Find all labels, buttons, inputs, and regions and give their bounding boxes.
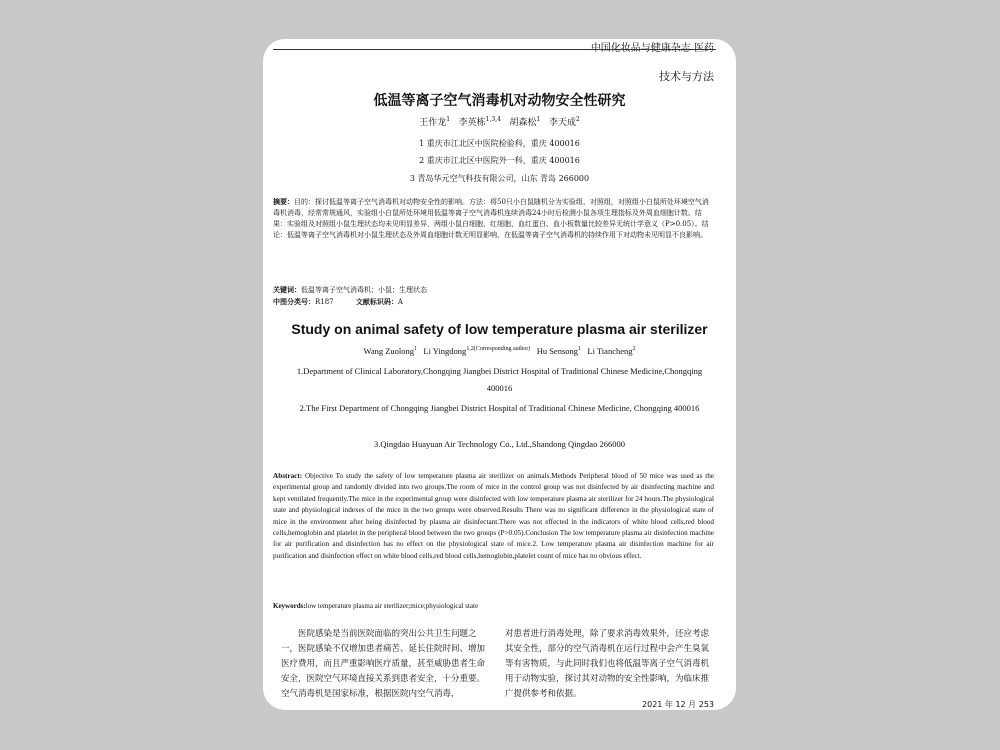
chinese-abstract bbox=[273, 196, 714, 282]
section-label: 技术与方法 bbox=[659, 70, 714, 83]
classification-line bbox=[273, 296, 714, 308]
author-en-sup: 1 bbox=[414, 346, 418, 353]
author-cn: 王作龙 bbox=[419, 118, 447, 128]
english-title: Study on animal safety of low temperature plasma air sterilizer bbox=[291, 321, 708, 337]
author-cn-sup: 2 bbox=[575, 116, 580, 123]
doc-code-value: A bbox=[397, 298, 403, 306]
author-en: Li Tiancheng bbox=[587, 346, 633, 356]
author-en-sup: 1 bbox=[578, 346, 582, 353]
author-en: Wang Zuolong bbox=[363, 346, 415, 356]
author-cn-sup: 1 bbox=[446, 116, 451, 123]
keywords-text-cn: 低温等离子空气消毒机；小鼠；生理状态 bbox=[301, 286, 427, 294]
clc-value: R187 bbox=[315, 298, 334, 306]
chinese-affiliation-2: 2 重庆市江北区中医院外一科，重庆 400016 bbox=[419, 156, 580, 165]
chinese-keywords bbox=[273, 284, 714, 296]
clc-label: 中图分类号： bbox=[273, 297, 315, 306]
chinese-authors bbox=[263, 115, 736, 128]
author-en-sup: 2 bbox=[632, 346, 636, 353]
english-abstract bbox=[273, 471, 714, 562]
author-cn: 李天成 bbox=[548, 118, 576, 128]
author-cn-sup: 1 bbox=[536, 116, 541, 123]
author-en-sup: 1,2(Corresponding author) bbox=[466, 346, 531, 353]
english-affiliation-2: 2.The First Department of Chongqing Jiangbei District Hospital of Traditional Chinese Medicine, Chongqing 400016 bbox=[299, 403, 700, 413]
keywords-label-en: Keywords: bbox=[273, 602, 306, 610]
author-cn: 李英栋 bbox=[458, 118, 486, 128]
chinese-title: 低温等离子空气消毒机对动物安全性研究 bbox=[373, 93, 626, 109]
abstract-label-cn: 摘要： bbox=[273, 197, 294, 206]
abstract-text-en: Objective To study the safety of low temperature plasma air sterilizer on animals.Methods Peripheral blood of 50 mice was used as the experimental group and randomly divided into two groups.The room of mice in the control group was not disinfected by air disinfecting machine and kept ventilated frequently.The mice in the experimental group were disinfected with low temperature plasma air sterilizer for 24 hours.The physiological state and physiological indexes of the mice in the two groups were observed.Results There was no significant difference in the physiological state of mice in the environment after being disinfected by plasma air disinfectant.There was not effected in the indicators of white blood cells,red blood cells,hemoglobin and platelet in the peripheral blood between the two groups (P>0.05).Conclusion The low temperature plasma air disinfection machine for air purification and disinfection has no effect on the physiological state of mice.2. Low temperature plasma air disinfection machine for air purification and disinfection effect on white blood cells,red blood cells,hemoglobin,platelet count of mice has no obvious effect. bbox=[273, 472, 714, 560]
body-column-left: 医院感染是当前医院面临的突出公共卫生问题之一，医院感染不仅增加患者痛苦、延长住院时间、增加医疗费用，而且严重影响医疗质量，甚至威胁患者生命安全，医院空气环境直接关系到患者安全，十分重要。空气消毒机是国家标准，根据医院内空气消毒， bbox=[281, 629, 486, 699]
header-rule bbox=[273, 49, 716, 50]
chinese-affiliation-1: 1 重庆市江北区中医院检验科，重庆 400016 bbox=[419, 139, 580, 148]
journal-header: 中国化妆品与健康杂志 医药 bbox=[590, 43, 714, 54]
keywords-text-en: low temperature plasma air sterilizer;mice;physiological state bbox=[305, 602, 479, 610]
author-cn: 胡森松 bbox=[509, 118, 537, 128]
page-footer: 2021 年 12 月 253 bbox=[642, 700, 714, 709]
author-en: Hu Sensong bbox=[536, 346, 579, 356]
abstract-text-cn: 目的：探讨低温等离子空气消毒机对动物安全性的影响。方法：将50只小白鼠随机分为实验组、对照组，对照组小白鼠所处环境空气消毒机消毒，经常常规通风，实验组小白鼠所处环境用低温等离子空气消毒机连续消毒24小时后检测小鼠各项生理指标及外周血细胞计数。结果：实验组及对照组小鼠生理状态均未见明显差异，两组小鼠白细胞、红细胞、血红蛋白、血小板数量比较差异无统计学意义（P>0.05）。结论：低温等离子空气消毒机对小鼠生理状态及外周血细胞计数无明显影响，在低温等离子空气消毒机的持续作用下对动物未见明显不良影响。 bbox=[273, 198, 709, 239]
english-affiliation-3: 3.Qingdao Huayuan Air Technology Co., Ltd.,Shandong Qingdao 266000 bbox=[374, 439, 625, 449]
author-en: Li Yingdong bbox=[423, 346, 467, 356]
doc-code-label: 文献标识码： bbox=[355, 297, 398, 306]
english-keywords bbox=[273, 602, 478, 610]
author-cn-sup: 1,3,4 bbox=[485, 116, 501, 123]
english-affiliation-1: 1.Department of Clinical Laboratory,Chongqing Jiangbei District Hospital of Traditional Chinese Medicine,Chongqing 400016 bbox=[296, 366, 703, 393]
keywords-label-cn: 关键词： bbox=[273, 285, 301, 294]
body-column-right: 对患者进行消毒处理，除了要求消毒效果外，还应考虑其安全性，部分的空气消毒机在运行过程中会产生臭氧等有害物质，与此同时我们也将低温等离子空气消毒机用于动物实验，探讨其对动物的安全性影响，为临床推广提供参考和依据。 bbox=[505, 629, 710, 699]
paper-page bbox=[263, 39, 736, 710]
english-authors bbox=[263, 346, 736, 356]
chinese-affiliation-3: 3 青岛华元空气科技有限公司，山东 青岛 266000 bbox=[409, 174, 590, 183]
abstract-label-en: Abstract: bbox=[273, 472, 303, 480]
